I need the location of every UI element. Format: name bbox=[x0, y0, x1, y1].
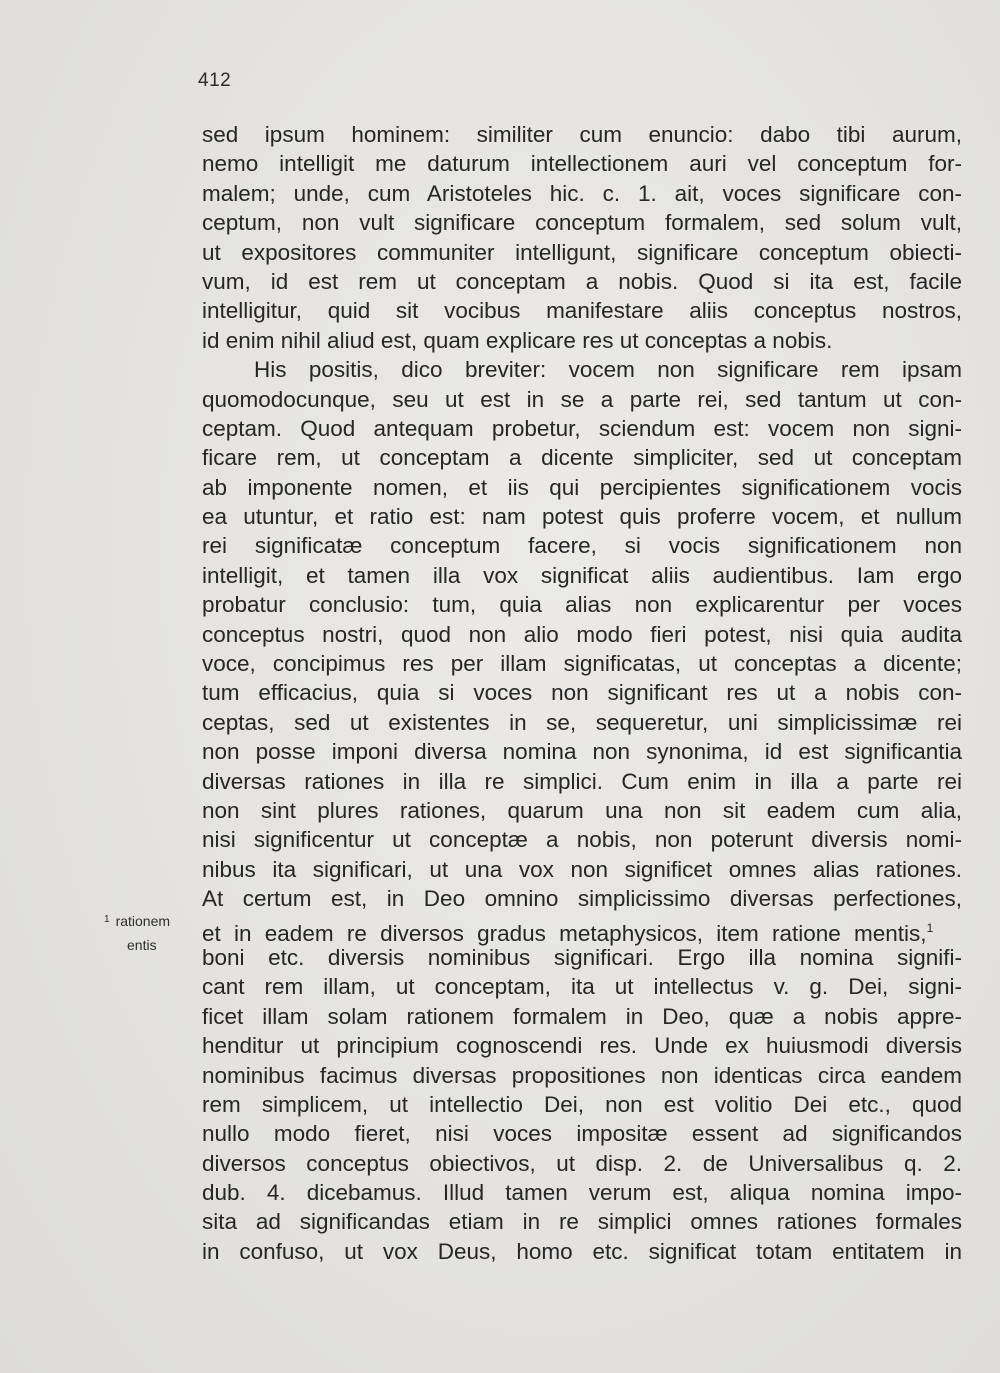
text-line: henditur ut principium cognoscendi res. Unde ex huiusmodi diversis bbox=[202, 1033, 962, 1059]
text-line-with-footnote bbox=[202, 914, 962, 946]
text-line: nullo modo fieret, nisi voces impositæ essent ad significandos bbox=[202, 1121, 962, 1147]
text-line: ceptas, sed ut existentes in se, sequeretur, uni simplicissimæ rei bbox=[202, 709, 962, 735]
margin-note-text-1: rationem bbox=[115, 913, 171, 929]
margin-note-line-2: entis bbox=[127, 937, 157, 953]
text-line: dub. 4. dicebamus. Illud tamen verum est, aliqua nomina impo- bbox=[202, 1180, 962, 1206]
text-line: ut expositores communiter intelligunt, significare conceptum obiecti- bbox=[202, 239, 962, 265]
text-line: ea utuntur, et ratio est: nam potest quis proferre vocem, et nullum bbox=[202, 504, 962, 530]
text-line: cant rem illam, ut conceptam, ita ut intellectus v. g. Dei, signi- bbox=[202, 974, 962, 1000]
text-line: non sint plures rationes, quarum una non sit eadem cum alia, bbox=[202, 797, 962, 823]
text-line: quomodocunque, seu ut est in se a parte rei, sed tantum ut con- bbox=[202, 386, 962, 412]
text-line: vum, id est rem ut conceptam a nobis. Quod si ita est, facile bbox=[202, 268, 962, 294]
text-line: ceptam. Quod antequam probetur, sciendum est: vocem non signi- bbox=[202, 415, 962, 441]
text-line: nominibus facimus diversas propositiones non identicas circa eandem bbox=[202, 1062, 962, 1088]
text-line: ficet illam solam rationem formalem in Deo, quæ a nobis appre- bbox=[202, 1003, 962, 1029]
margin-note bbox=[104, 908, 200, 957]
text-line: diversos conceptus obiectivos, ut disp. 2. de Universalibus q. 2. bbox=[202, 1150, 962, 1176]
text-line: ceptum, non vult significare conceptum formalem, sed solum vult, bbox=[202, 210, 962, 236]
text-line: ab imponente nomen, et iis qui percipientes significationem vocis bbox=[202, 474, 962, 500]
text-line: intelligitur, quid sit vocibus manifestare aliis conceptus nostros, bbox=[202, 298, 962, 324]
text-line: nemo intelligit me daturum intellectionem auri vel conceptum for- bbox=[202, 151, 962, 177]
text-line: intelligit, et tamen illa vox significat aliis audientibus. Iam ergo bbox=[202, 562, 962, 588]
text-line: probatur conclusio: tum, quia alias non explicarentur per voces bbox=[202, 592, 962, 618]
text-line: boni etc. diversis nominibus significari. Ergo illa nomina signifi- bbox=[202, 944, 962, 970]
text-line: sed ipsum hominem: similiter cum enuncio: dabo tibi aurum, bbox=[202, 122, 962, 147]
text-line: rem simplicem, ut intellectio Dei, non est volitio Dei etc., quod bbox=[202, 1091, 962, 1117]
text-line: tum efficacius, quia si voces non significant res ut a nobis con- bbox=[202, 680, 962, 706]
text-line: His positis, dico breviter: vocem non significare rem ipsam bbox=[254, 357, 962, 383]
margin-note-marker: 1 bbox=[104, 914, 110, 925]
text-line: At certum est, in Deo omnino simplicissimo diversas perfectiones, bbox=[202, 886, 962, 912]
footnote-marker: 1 bbox=[926, 920, 934, 935]
page-number: 412 bbox=[198, 70, 232, 91]
text-line-content: et in eadem re diversos gradus metaphysicos, item ratione mentis, bbox=[202, 920, 927, 946]
text-line: sita ad significandas etiam in re simplici omnes rationes formales bbox=[202, 1209, 962, 1235]
body-text bbox=[202, 120, 962, 1266]
text-line: id enim nihil aliud est, quam explicare res ut conceptas a nobis. bbox=[202, 327, 833, 353]
text-line: non posse imponi diversa nomina non synonima, id est significantia bbox=[202, 739, 962, 765]
text-line: in confuso, ut vox Deus, homo etc. significat totam entitatem in bbox=[202, 1238, 962, 1264]
margin-note-line-1 bbox=[104, 908, 200, 933]
text-line: ficare rem, ut conceptam a dicente simpliciter, sed ut conceptam bbox=[202, 445, 962, 471]
text-line: nibus ita significari, ut una vox non significet omnes alias rationes. bbox=[202, 856, 962, 882]
text-line: malem; unde, cum Aristoteles hic. c. 1. ait, voces significare con- bbox=[202, 180, 962, 206]
text-line: nisi significentur ut conceptæ a nobis, non poterunt diversis nomi- bbox=[202, 827, 962, 853]
text-line: conceptus nostri, quod non alio modo fieri potest, nisi quia audita bbox=[202, 621, 962, 647]
text-line: diversas rationes in illa re simplici. Cum enim in illa a parte rei bbox=[202, 768, 962, 794]
text-line: rei significatæ conceptum facere, si vocis significationem non bbox=[202, 533, 962, 559]
text-line: voce, concipimus res per illam significatas, ut conceptas a dicente; bbox=[202, 651, 962, 677]
